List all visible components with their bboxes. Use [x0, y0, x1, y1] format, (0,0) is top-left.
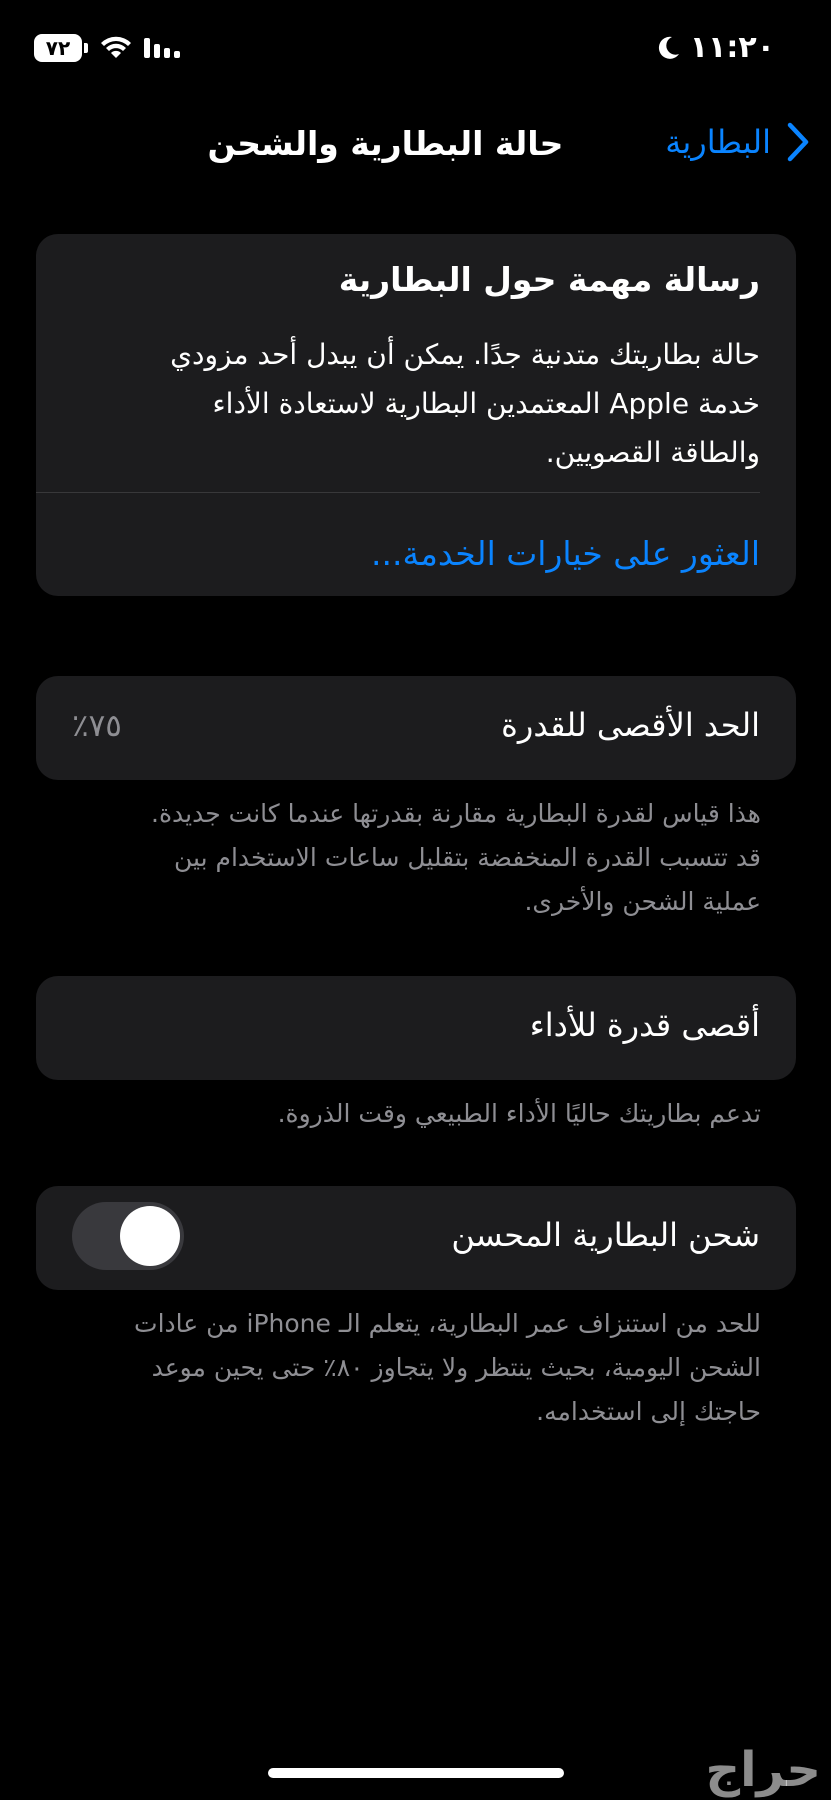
toggle-knob	[120, 1206, 180, 1266]
footnote-line: عملية الشحن والأخرى.	[524, 887, 761, 916]
cellular-signal-icon	[144, 36, 182, 60]
message-line: خدمة Apple المعتمدين البطارية لاستعادة الأداء	[212, 387, 760, 420]
message-body	[72, 330, 760, 477]
optimized-charging-toggle[interactable]	[72, 1202, 184, 1270]
important-message-card	[36, 234, 796, 596]
maximum-capacity-value: ٪٧٥	[72, 708, 122, 744]
find-service-options-link[interactable]: العثور على خيارات الخدمة...	[371, 534, 760, 573]
divider	[36, 492, 760, 493]
optimized-charging-row	[36, 1186, 796, 1290]
peak-performance-row	[36, 976, 796, 1080]
maximum-capacity-label: الحد الأقصى للقدرة	[501, 706, 760, 744]
battery-icon	[34, 34, 88, 62]
back-button-label: البطارية	[665, 123, 771, 161]
optimized-charging-label: شحن البطارية المحسن	[451, 1216, 760, 1254]
status-time: ١١:٢٠	[689, 30, 775, 65]
status-indicators	[34, 34, 182, 62]
maximum-capacity-footnote	[90, 792, 761, 924]
moon-icon	[654, 34, 682, 62]
optimized-charging-footnote	[90, 1302, 761, 1434]
message-line: والطاقة القصويين.	[545, 436, 760, 469]
home-indicator[interactable]	[268, 1768, 564, 1778]
footnote-line: للحد من استنزاف عمر البطارية، يتعلم الـ iPhone من عادات	[134, 1309, 761, 1338]
maximum-capacity-row	[36, 676, 796, 780]
haraj-watermark: حراج	[705, 1742, 821, 1798]
status-time-group	[654, 30, 775, 65]
footnote-line: الشحن اليومية، بحيث ينتظر ولا يتجاوز ٨٠٪ حتى يحين موعد	[151, 1353, 761, 1382]
footnote-line: حاجتك إلى استخدامه.	[536, 1397, 761, 1426]
footnote-line: هذا قياس لقدرة البطارية مقارنة بقدرتها عندما كانت جديدة.	[151, 799, 761, 828]
battery-level: ٧٢	[34, 34, 82, 62]
message-title: رسالة مهمة حول البطارية	[338, 260, 760, 299]
footnote-line: قد تتسبب القدرة المنخفضة بتقليل ساعات الاستخدام بين	[174, 843, 761, 872]
wifi-icon	[100, 36, 132, 60]
peak-performance-label: أقصى قدرة للأداء	[529, 1006, 760, 1044]
page-title: حالة البطارية والشحن	[207, 124, 564, 163]
message-line: حالة بطاريتك متدنية جدًا. يمكن أن يبدل أحد مزودي	[170, 338, 760, 371]
peak-performance-footnote: تدعم بطاريتك حاليًا الأداء الطبيعي وقت الذروة.	[277, 1099, 761, 1128]
